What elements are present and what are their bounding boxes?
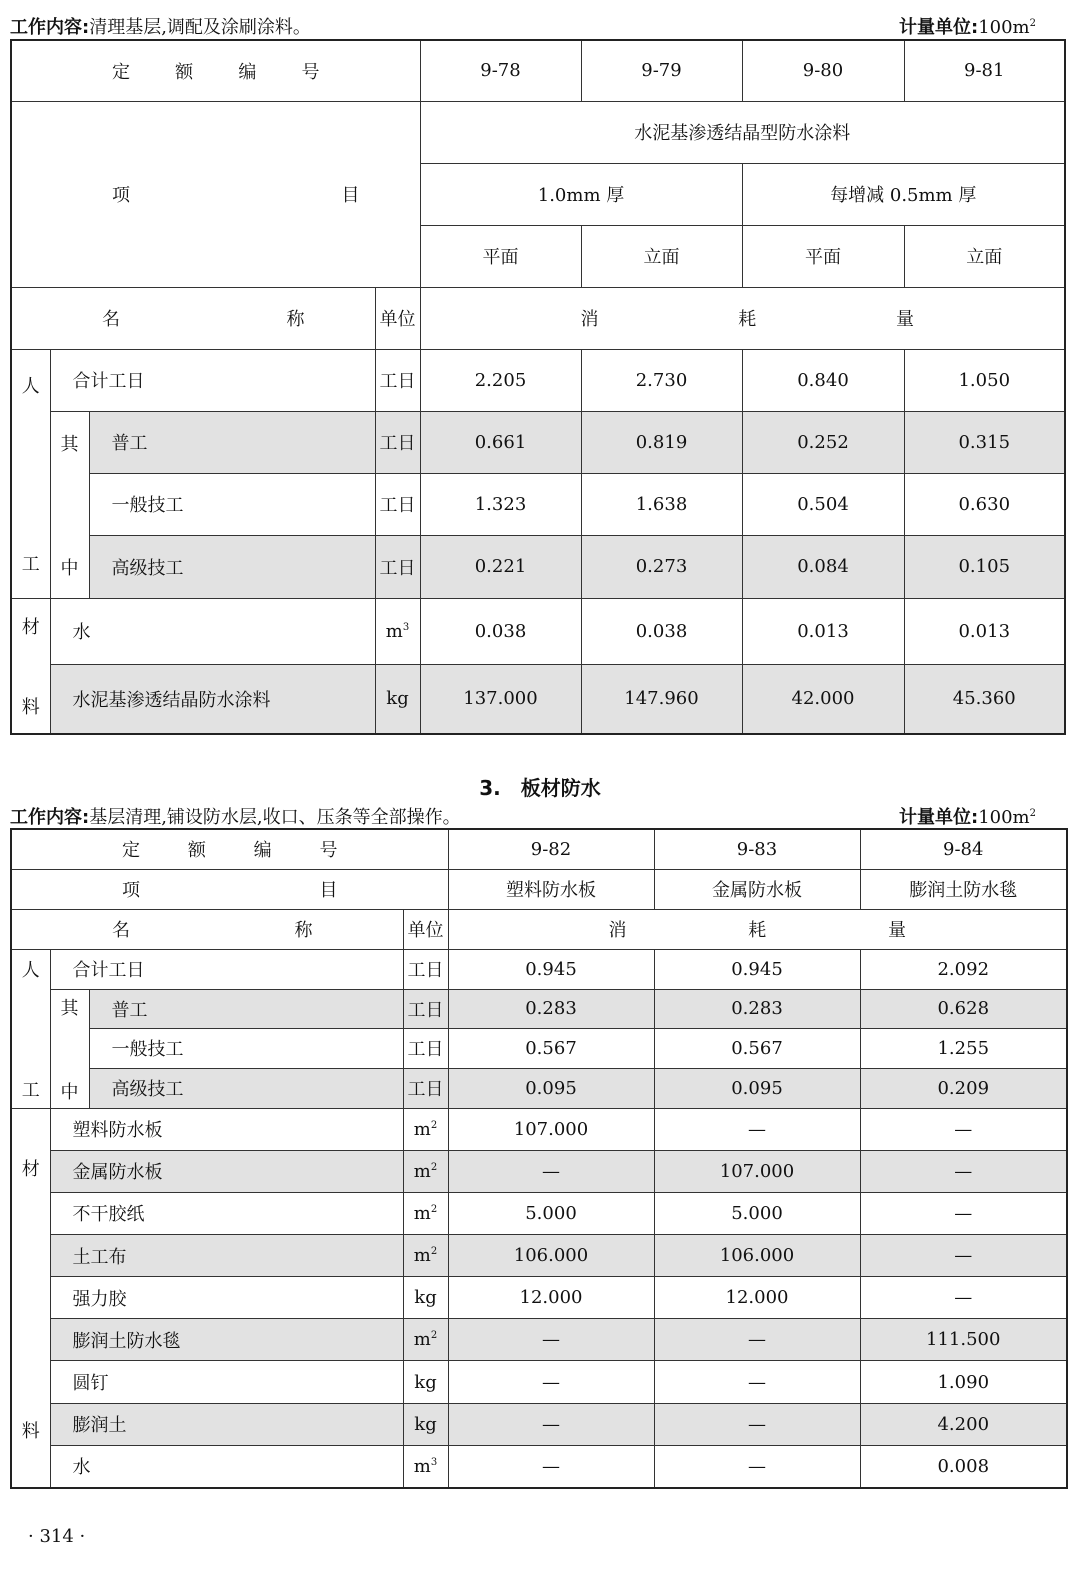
quota-code: 9-82 — [448, 829, 654, 869]
labor-unit: 工日 — [375, 473, 420, 535]
unit-value: 100m — [978, 17, 1030, 38]
sub-group-label: 其 中 — [50, 411, 89, 598]
value-cell: — — [860, 1192, 1067, 1234]
value-cell: 0.840 — [742, 349, 904, 411]
table-row — [11, 1361, 1067, 1403]
value-cell: — — [448, 1403, 654, 1445]
product-name: 塑料防水板 — [448, 869, 654, 909]
quota-table-2 — [10, 828, 1068, 1489]
material-name: 膨润土防水毯 — [50, 1319, 403, 1361]
value-cell: 1.323 — [420, 473, 581, 535]
page-number: · 314 · — [28, 1526, 86, 1547]
work-content-label: 工作内容: — [10, 17, 90, 38]
name-column-header: 名 称 — [11, 909, 403, 949]
material-unit: $m^2$ — [403, 1108, 448, 1150]
value-cell: 0.084 — [742, 536, 904, 598]
unit-label: 计量单位: — [898, 807, 979, 828]
value-cell: 0.628 — [860, 989, 1067, 1028]
table-row — [11, 411, 1065, 473]
value-cell: — — [654, 1108, 860, 1150]
value-cell: 0.221 — [420, 536, 581, 598]
surface-label: 立面 — [581, 225, 742, 287]
table-row — [11, 1234, 1067, 1276]
value-cell: 0.038 — [420, 598, 581, 665]
value-cell: 106.000 — [448, 1234, 654, 1276]
unit-value: 100m — [978, 807, 1030, 828]
material-unit: kg — [375, 665, 420, 734]
quota-number-label: 定 额 编 号 — [11, 829, 448, 869]
material-name: 膨润土 — [50, 1403, 403, 1445]
table-row — [11, 1319, 1067, 1361]
value-cell: 137.000 — [420, 665, 581, 734]
material-unit: $m^2$ — [403, 1234, 448, 1276]
table-row — [11, 1403, 1067, 1445]
value-cell: 1.050 — [904, 349, 1065, 411]
material-name: 水 — [50, 1445, 403, 1487]
quota-table-1 — [10, 39, 1066, 735]
labor-unit: 工日 — [375, 536, 420, 598]
material-name: 不干胶纸 — [50, 1192, 403, 1234]
value-cell: 0.038 — [581, 598, 742, 665]
value-cell: 2.730 — [581, 349, 742, 411]
value-cell: — — [448, 1319, 654, 1361]
product-name: 膨润土防水毯 — [860, 869, 1067, 909]
labor-total-unit: 工日 — [403, 949, 448, 989]
work-content-label: 工作内容: — [10, 807, 90, 828]
material-name: 圆钉 — [50, 1361, 403, 1403]
table-row — [11, 1277, 1067, 1319]
value-cell: 0.315 — [904, 411, 1065, 473]
value-cell: 1.090 — [860, 1361, 1067, 1403]
material-unit: $m^3$ — [375, 598, 420, 665]
value-cell: 0.567 — [448, 1028, 654, 1068]
quota-code: 9-79 — [581, 40, 742, 101]
material-group-label: 材 料 — [11, 1108, 50, 1488]
labor-unit: 工日 — [403, 989, 448, 1028]
value-cell: 1.255 — [860, 1028, 1067, 1068]
value-cell: 2.092 — [860, 949, 1067, 989]
surface-label: 立面 — [904, 225, 1065, 287]
material-name: 土工布 — [50, 1234, 403, 1276]
table-row — [11, 473, 1065, 535]
quota-code: 9-84 — [860, 829, 1067, 869]
value-cell: 12.000 — [654, 1277, 860, 1319]
value-cell: 0.095 — [448, 1069, 654, 1108]
item-label: 项 目 — [11, 869, 448, 909]
labor-name: 普工 — [89, 989, 403, 1028]
quota-code: 9-78 — [420, 40, 581, 101]
unit-column-header: 单位 — [403, 909, 448, 949]
unit-of-measure — [899, 13, 1036, 39]
labor-unit: 工日 — [403, 1028, 448, 1068]
unit-label: 计量单位: — [898, 17, 979, 38]
value-cell: 107.000 — [448, 1108, 654, 1150]
value-cell: 0.945 — [448, 949, 654, 989]
value-cell: 0.209 — [860, 1069, 1067, 1108]
value-cell: — — [860, 1108, 1067, 1150]
value-cell: 0.095 — [654, 1069, 860, 1108]
value-cell: — — [448, 1445, 654, 1487]
surface-label: 平面 — [420, 225, 581, 287]
unit-sup: 2 — [1029, 18, 1036, 29]
value-cell: — — [860, 1234, 1067, 1276]
material-name: 水 — [50, 598, 375, 665]
material-name: 强力胶 — [50, 1277, 403, 1319]
thickness-label: 每增减 0.5mm 厚 — [742, 163, 1065, 225]
surface-label: 平面 — [742, 225, 904, 287]
work-content-header-1 — [10, 13, 1066, 39]
labor-name: 高级技工 — [89, 536, 375, 598]
unit-of-measure — [899, 803, 1036, 829]
labor-unit: 工日 — [375, 411, 420, 473]
value-cell: — — [654, 1361, 860, 1403]
table-row — [11, 1150, 1067, 1192]
value-cell: 0.008 — [860, 1445, 1067, 1487]
material-group-label: 材 料 — [11, 598, 50, 734]
unit-column-header: 单位 — [375, 287, 420, 349]
value-cell: 0.013 — [904, 598, 1065, 665]
value-cell: 42.000 — [742, 665, 904, 734]
name-column-header: 名 称 — [11, 287, 375, 349]
table-row — [11, 1108, 1067, 1150]
value-cell: 0.273 — [581, 536, 742, 598]
quota-code: 9-81 — [904, 40, 1065, 101]
labor-total-name: 合计工日 — [50, 949, 403, 989]
value-cell: 0.945 — [654, 949, 860, 989]
material-unit: kg — [403, 1361, 448, 1403]
work-content-header-2 — [10, 803, 1066, 829]
material-name: 金属防水板 — [50, 1150, 403, 1192]
value-cell: 0.105 — [904, 536, 1065, 598]
quota-number-label: 定 额 编 号 — [11, 40, 420, 101]
value-cell: — — [860, 1150, 1067, 1192]
value-cell: 5.000 — [448, 1192, 654, 1234]
labor-unit: 工日 — [403, 1069, 448, 1108]
value-cell: — — [654, 1445, 860, 1487]
table-row — [11, 989, 1067, 1028]
value-cell: 45.360 — [904, 665, 1065, 734]
value-cell: 0.283 — [654, 989, 860, 1028]
value-cell: 106.000 — [654, 1234, 860, 1276]
value-cell: 107.000 — [654, 1150, 860, 1192]
table-row — [11, 1445, 1067, 1487]
value-cell: 0.504 — [742, 473, 904, 535]
table-row — [11, 598, 1065, 665]
labor-name: 普工 — [89, 411, 375, 473]
value-cell: 1.638 — [581, 473, 742, 535]
table-row — [11, 1028, 1067, 1068]
labor-total-name: 合计工日 — [50, 349, 375, 411]
labor-name: 高级技工 — [89, 1069, 403, 1108]
value-cell: 0.252 — [742, 411, 904, 473]
sub-group-label: 其 中 — [50, 989, 89, 1108]
consumption-header: 消 耗 量 — [420, 287, 1065, 349]
labor-name: 一般技工 — [89, 1028, 403, 1068]
value-cell: — — [448, 1150, 654, 1192]
value-cell: 4.200 — [860, 1403, 1067, 1445]
value-cell: — — [860, 1277, 1067, 1319]
material-name: 塑料防水板 — [50, 1108, 403, 1150]
value-cell: 111.500 — [860, 1319, 1067, 1361]
labor-group-label: 人 工 — [11, 949, 50, 1108]
material-unit: kg — [403, 1403, 448, 1445]
labor-name: 一般技工 — [89, 473, 375, 535]
value-cell: — — [448, 1361, 654, 1403]
section-title: 3. 板材防水 — [479, 776, 601, 800]
table-row — [11, 1192, 1067, 1234]
value-cell: — — [654, 1403, 860, 1445]
value-cell: 0.567 — [654, 1028, 860, 1068]
labor-total-unit: 工日 — [375, 349, 420, 411]
value-cell: — — [654, 1319, 860, 1361]
material-unit: kg — [403, 1277, 448, 1319]
thickness-label: 1.0mm 厚 — [420, 163, 742, 225]
material-unit: $m^3$ — [403, 1445, 448, 1487]
table-row — [11, 665, 1065, 734]
item-label: 项 目 — [11, 101, 420, 287]
work-content-text: 基层清理,铺设防水层,收口、压条等全部操作。 — [89, 807, 461, 828]
unit-sup: 2 — [1029, 808, 1036, 819]
value-cell: 0.661 — [420, 411, 581, 473]
value-cell: 0.283 — [448, 989, 654, 1028]
table-row — [11, 536, 1065, 598]
material-name: 水泥基渗透结晶防水涂料 — [50, 665, 375, 734]
material-unit: $m^2$ — [403, 1192, 448, 1234]
value-cell: 12.000 — [448, 1277, 654, 1319]
material-unit: $m^2$ — [403, 1150, 448, 1192]
value-cell: 0.630 — [904, 473, 1065, 535]
work-content-text: 清理基层,调配及涂刷涂料。 — [89, 17, 311, 38]
value-cell: 0.819 — [581, 411, 742, 473]
consumption-header: 消 耗 量 — [448, 909, 1067, 949]
value-cell: 0.013 — [742, 598, 904, 665]
quota-code: 9-80 — [742, 40, 904, 101]
table-row — [11, 1069, 1067, 1108]
product-name: 水泥基渗透结晶型防水涂料 — [420, 101, 1065, 163]
value-cell: 5.000 — [654, 1192, 860, 1234]
product-name: 金属防水板 — [654, 869, 860, 909]
material-unit: $m^2$ — [403, 1319, 448, 1361]
value-cell: 147.960 — [581, 665, 742, 734]
quota-code: 9-83 — [654, 829, 860, 869]
labor-group-label: 人 工 — [11, 349, 50, 598]
value-cell: 2.205 — [420, 349, 581, 411]
